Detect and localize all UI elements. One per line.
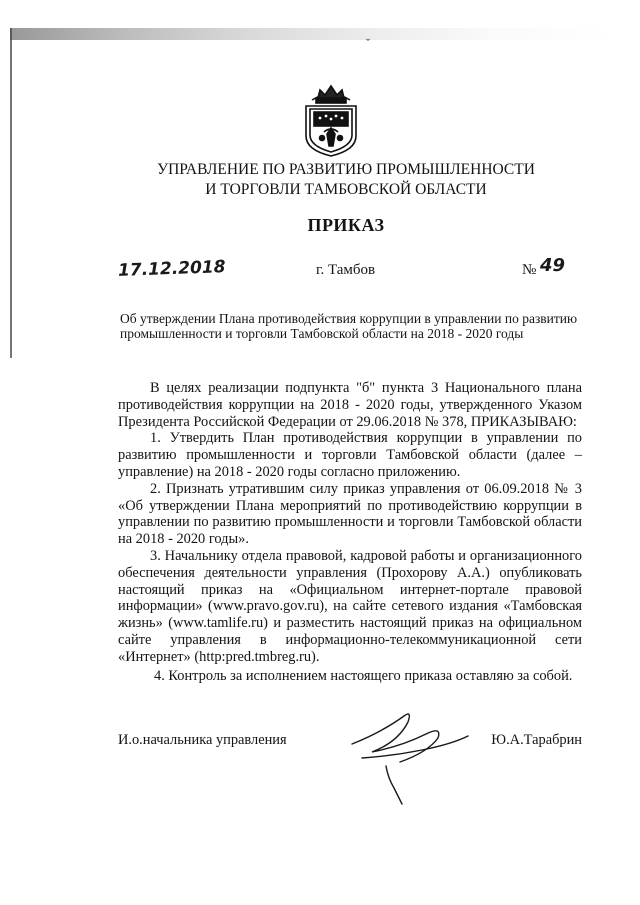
scan-top-edge bbox=[10, 28, 610, 40]
organization-name-line2: И ТОРГОВЛИ ТАМБОВСКОЙ ОБЛАСТИ bbox=[205, 181, 487, 198]
signatory-position: И.о.начальника управления bbox=[118, 732, 287, 748]
coat-of-arms-emblem bbox=[298, 80, 364, 158]
document-type-title: ПРИКАЗ bbox=[307, 215, 385, 235]
body-item-2: 2. Признать утратившим силу приказ управления от 06.09.2018 № 3 «Об утверждении Плана мероприятий по противодействию коррупции в управлении по развитию промышленности и торговли Тамбовской области на 2018 - 2020 годы». bbox=[118, 480, 582, 548]
handwritten-signature bbox=[342, 692, 482, 812]
document-number-label: № bbox=[522, 262, 537, 278]
document-body bbox=[118, 380, 582, 684]
scan-left-edge bbox=[10, 28, 12, 358]
body-item-4-control: 4. Контроль за исполнением настоящего приказа оставляю за собой. bbox=[154, 667, 573, 684]
signatory-name: Ю.А.Тарабрин bbox=[491, 732, 582, 748]
body-item-3: 3. Начальнику отдела правовой, кадровой работы и организационного обеспечения деятельности управления (Прохорову А.А.) опубликовать настоящий приказ на «Официальном интернет-портале правовой информации» (www.pravo.gov.ru), на сайте сетевого издания «Тамбовская жизнь» (www.tamlife.ru) и разместить настоящий приказ на официальном сайте управления в информационно-телекоммуникационной сети «Интернет» (http:pred.tmbreg.ru). bbox=[118, 547, 582, 665]
organization-name-line1: УПРАВЛЕНИЕ ПО РАЗВИТИЮ ПРОМЫШЛЕННОСТИ bbox=[157, 161, 535, 178]
body-item-1: 1. Утвердить План противодействия коррупции в управлении по развитию промышленности и торговли Тамбовской области (далее – управление) на 2018 - 2020 годы согласно приложению. bbox=[118, 430, 582, 480]
document-subject: Об утверждении Плана противодействия коррупции в управлении по развитию промышленности и торговли Тамбовской области на 2018 - 2020 годы bbox=[120, 311, 578, 341]
body-intro-paragraph: В целях реализации подпункта "б" пункта 3 Национального плана противодействия коррупции на 2018 - 2020 годы, утвержденного Указом Президента Российской Федерации от 29.06.2018 № 378, ПРИКАЗЫВАЮ: bbox=[118, 380, 582, 430]
document-number: 49 bbox=[540, 255, 566, 276]
document-city: г. Тамбов bbox=[316, 262, 376, 278]
document-date: 17.12.2018 bbox=[117, 257, 226, 281]
scan-artifact-mark: ˇ bbox=[366, 36, 370, 50]
